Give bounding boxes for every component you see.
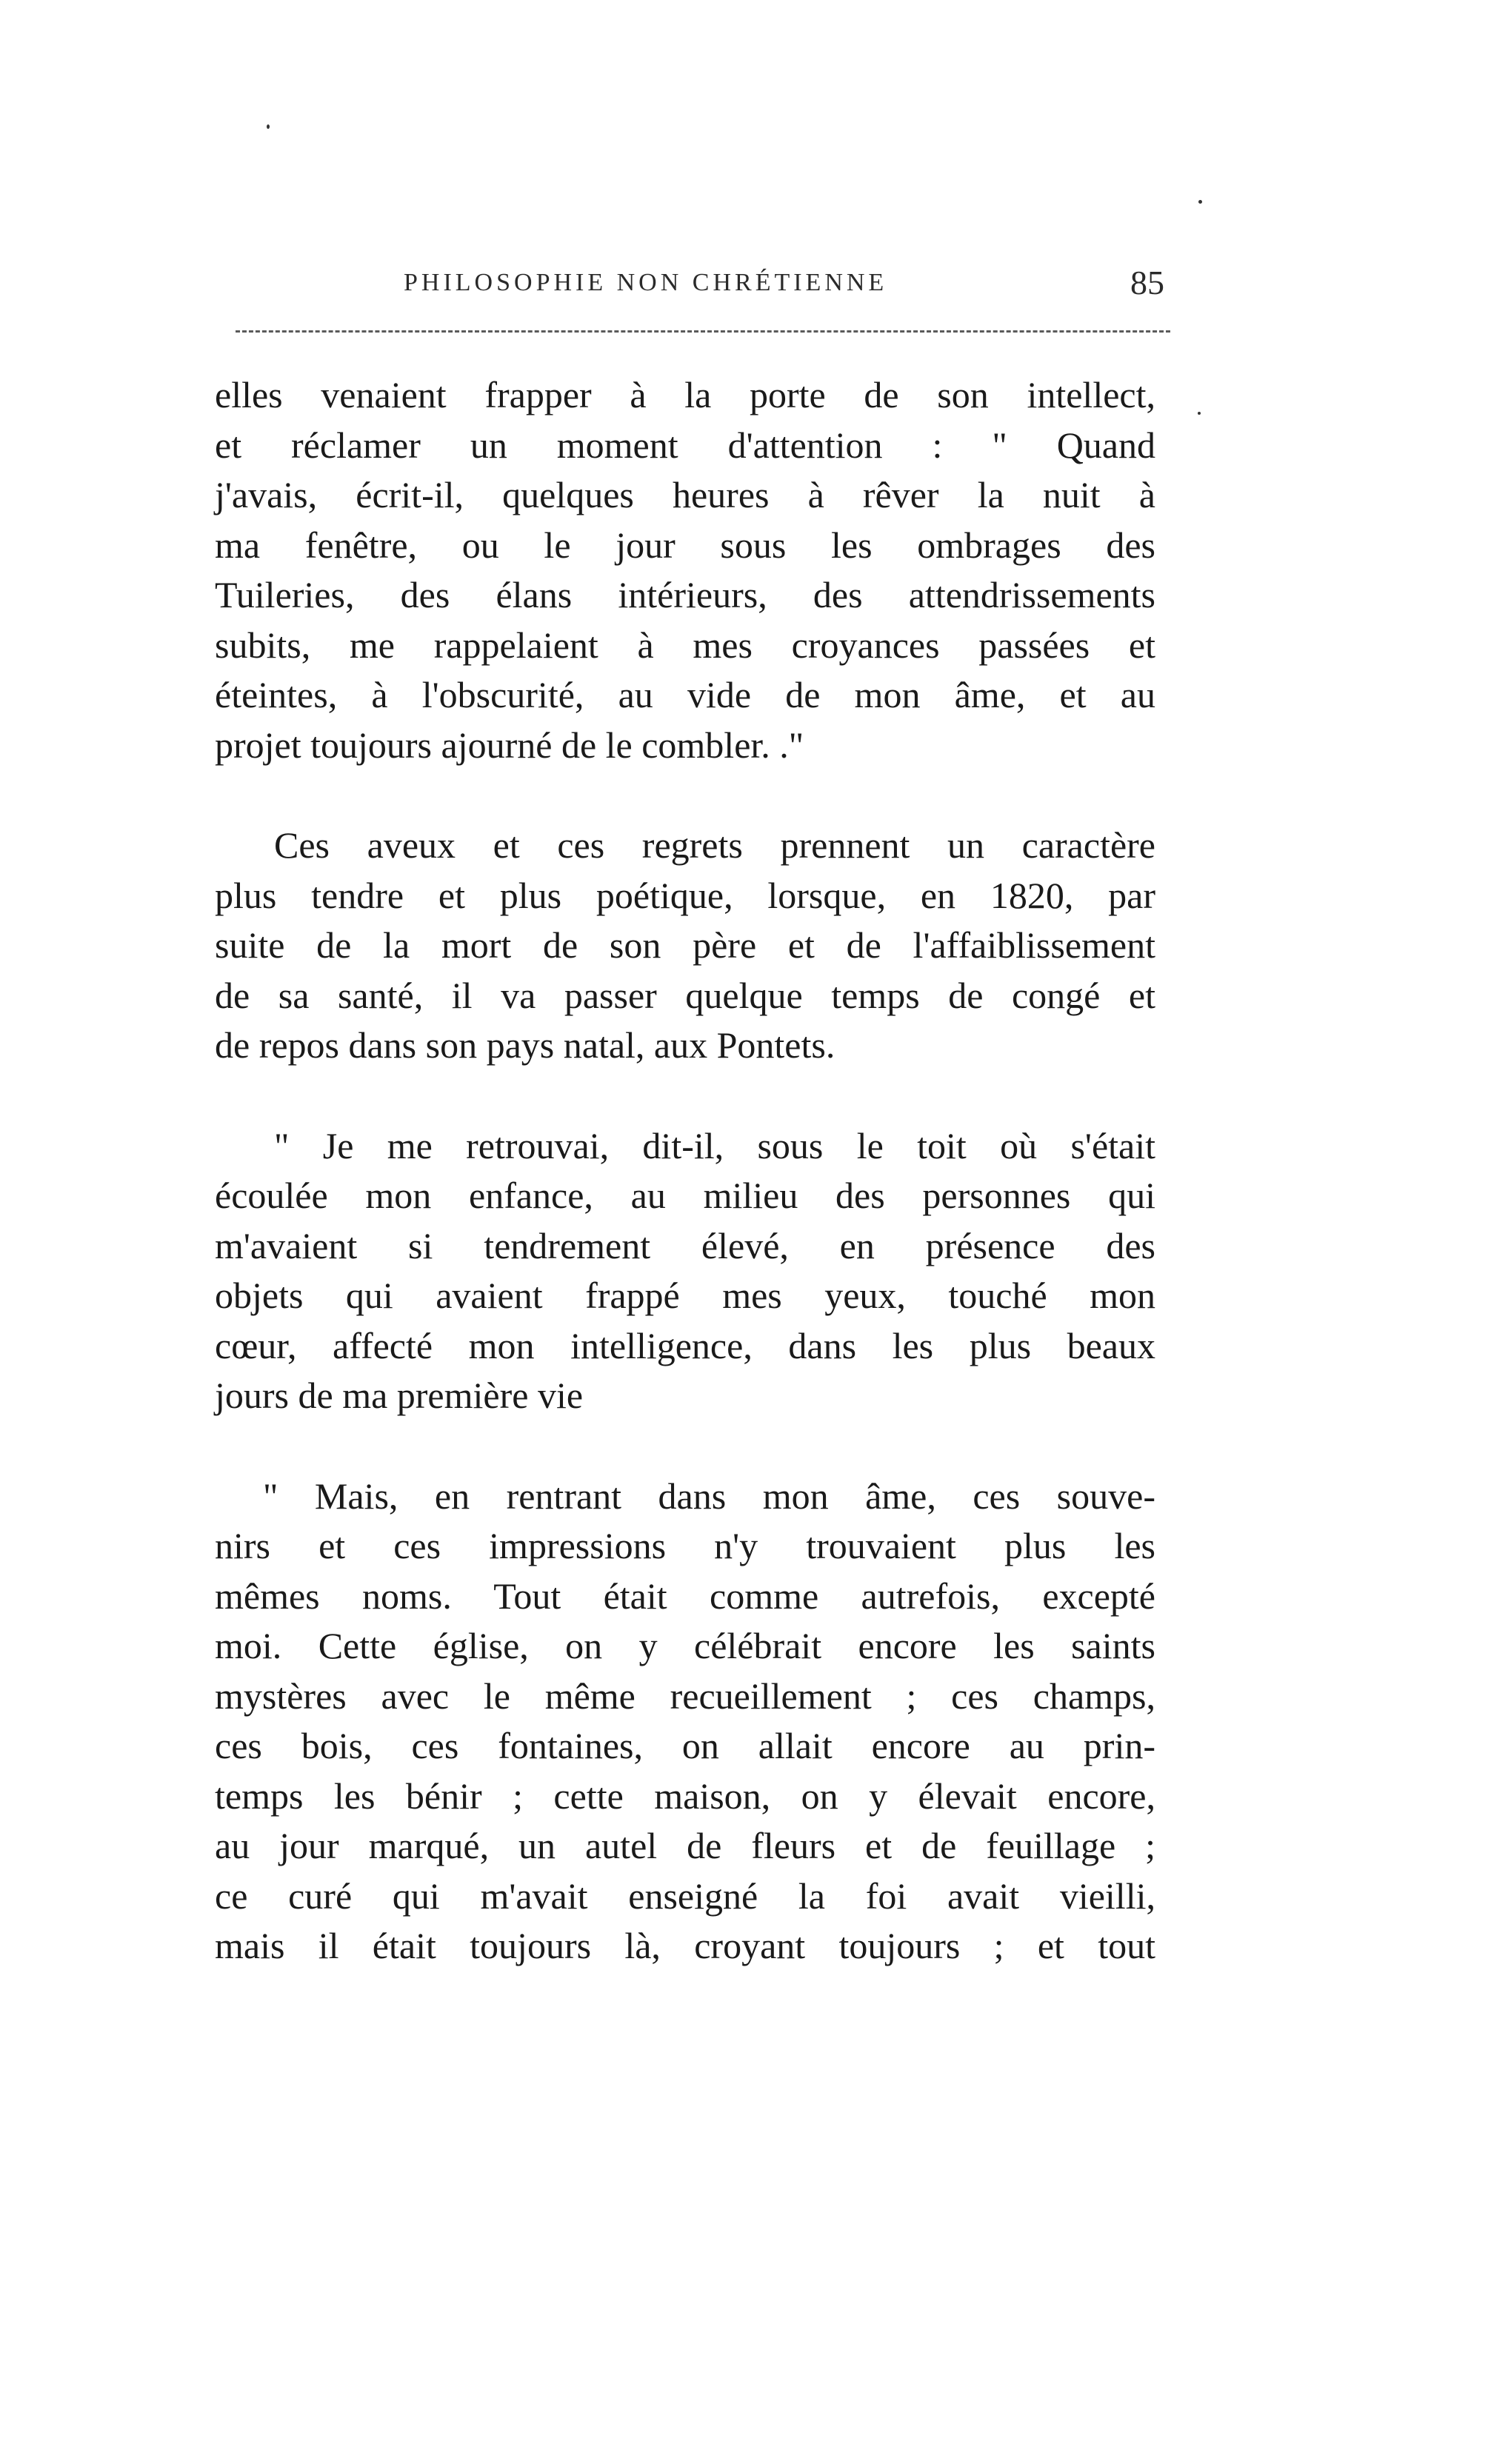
- ink-speck: [267, 124, 270, 129]
- text-line: plus tendre et plus poétique, lorsque, en 1820, par: [215, 874, 1155, 916]
- text-line: de sa santé, il va passer quelque temps de congé et: [215, 974, 1155, 1016]
- paragraph: [215, 370, 1155, 770]
- text-line: ce curé qui m'avait enseigné la foi avait vieilli,: [215, 1874, 1155, 1917]
- text-line: " Je me retrouvai, dit-il, sous le toit où s'était: [274, 1124, 1155, 1166]
- text-line: Tuileries, des élans intérieurs, des attendrissements: [215, 574, 1155, 615]
- text-line: subits, me rappelaient à mes croyances passées et: [215, 624, 1155, 666]
- paragraph: [215, 1121, 1155, 1421]
- paragraph: [215, 821, 1155, 1071]
- text-line: écoulée mon enfance, au milieu des personnes qui: [215, 1175, 1155, 1216]
- text-line: au jour marqué, un autel de fleurs et de feuillage ;: [215, 1825, 1155, 1866]
- text-line: jours de ma première vie: [215, 1375, 584, 1416]
- text-line: projet toujours ajourné de le combler. .": [215, 724, 804, 766]
- text-line: mystères avec le même recueillement ; ces champs,: [215, 1675, 1155, 1717]
- text-line: ces bois, ces fontaines, on allait encore au prin-: [215, 1725, 1155, 1766]
- text-line: nirs et ces impressions n'y trouvaient plus les: [215, 1525, 1155, 1566]
- running-head: PHILOSOPHIE NON CHRÉTIENNE: [404, 269, 888, 296]
- text-line: ma fenêtre, ou le jour sous les ombrages des: [215, 524, 1155, 566]
- page-number: 85: [1130, 264, 1164, 301]
- text-line: suite de la mort de son père et de l'affaiblissement: [215, 924, 1155, 966]
- text-line: moi. Cette église, on y célébrait encore les saints: [215, 1625, 1155, 1666]
- text-line: objets qui avaient frappé mes yeux, touché mon: [215, 1275, 1155, 1316]
- text-line: " Mais, en rentrant dans mon âme, ces souve-: [263, 1475, 1155, 1517]
- text-line: et réclamer un moment d'attention : " Quand: [215, 424, 1155, 466]
- text-line: m'avaient si tendrement élevé, en présence des: [215, 1224, 1155, 1266]
- text-line: cœur, affecté mon intelligence, dans les plus beaux: [215, 1324, 1155, 1366]
- text-line: mêmes noms. Tout était comme autrefois, excepté: [215, 1575, 1155, 1617]
- paragraph: [215, 1472, 1155, 1971]
- body-text: [215, 370, 1155, 2022]
- text-line: elles venaient frapper à la porte de son intellect,: [215, 374, 1155, 415]
- text-line: de repos dans son pays natal, aux Pontets.: [215, 1024, 835, 1066]
- header-rule: [236, 330, 1170, 333]
- text-line: j'avais, écrit-il, quelques heures à rêver la nuit à: [215, 474, 1155, 515]
- text-line: Ces aveux et ces regrets prennent un caractère: [274, 824, 1155, 866]
- ink-speck: [1198, 200, 1202, 204]
- text-line: temps les bénir ; cette maison, on y élevait encore,: [215, 1774, 1155, 1817]
- text-line: éteintes, à l'obscurité, au vide de mon âme, et au: [215, 674, 1155, 715]
- text-line: mais il était toujours là, croyant toujours ; et tout: [215, 1925, 1155, 1966]
- ink-speck: [1198, 412, 1201, 415]
